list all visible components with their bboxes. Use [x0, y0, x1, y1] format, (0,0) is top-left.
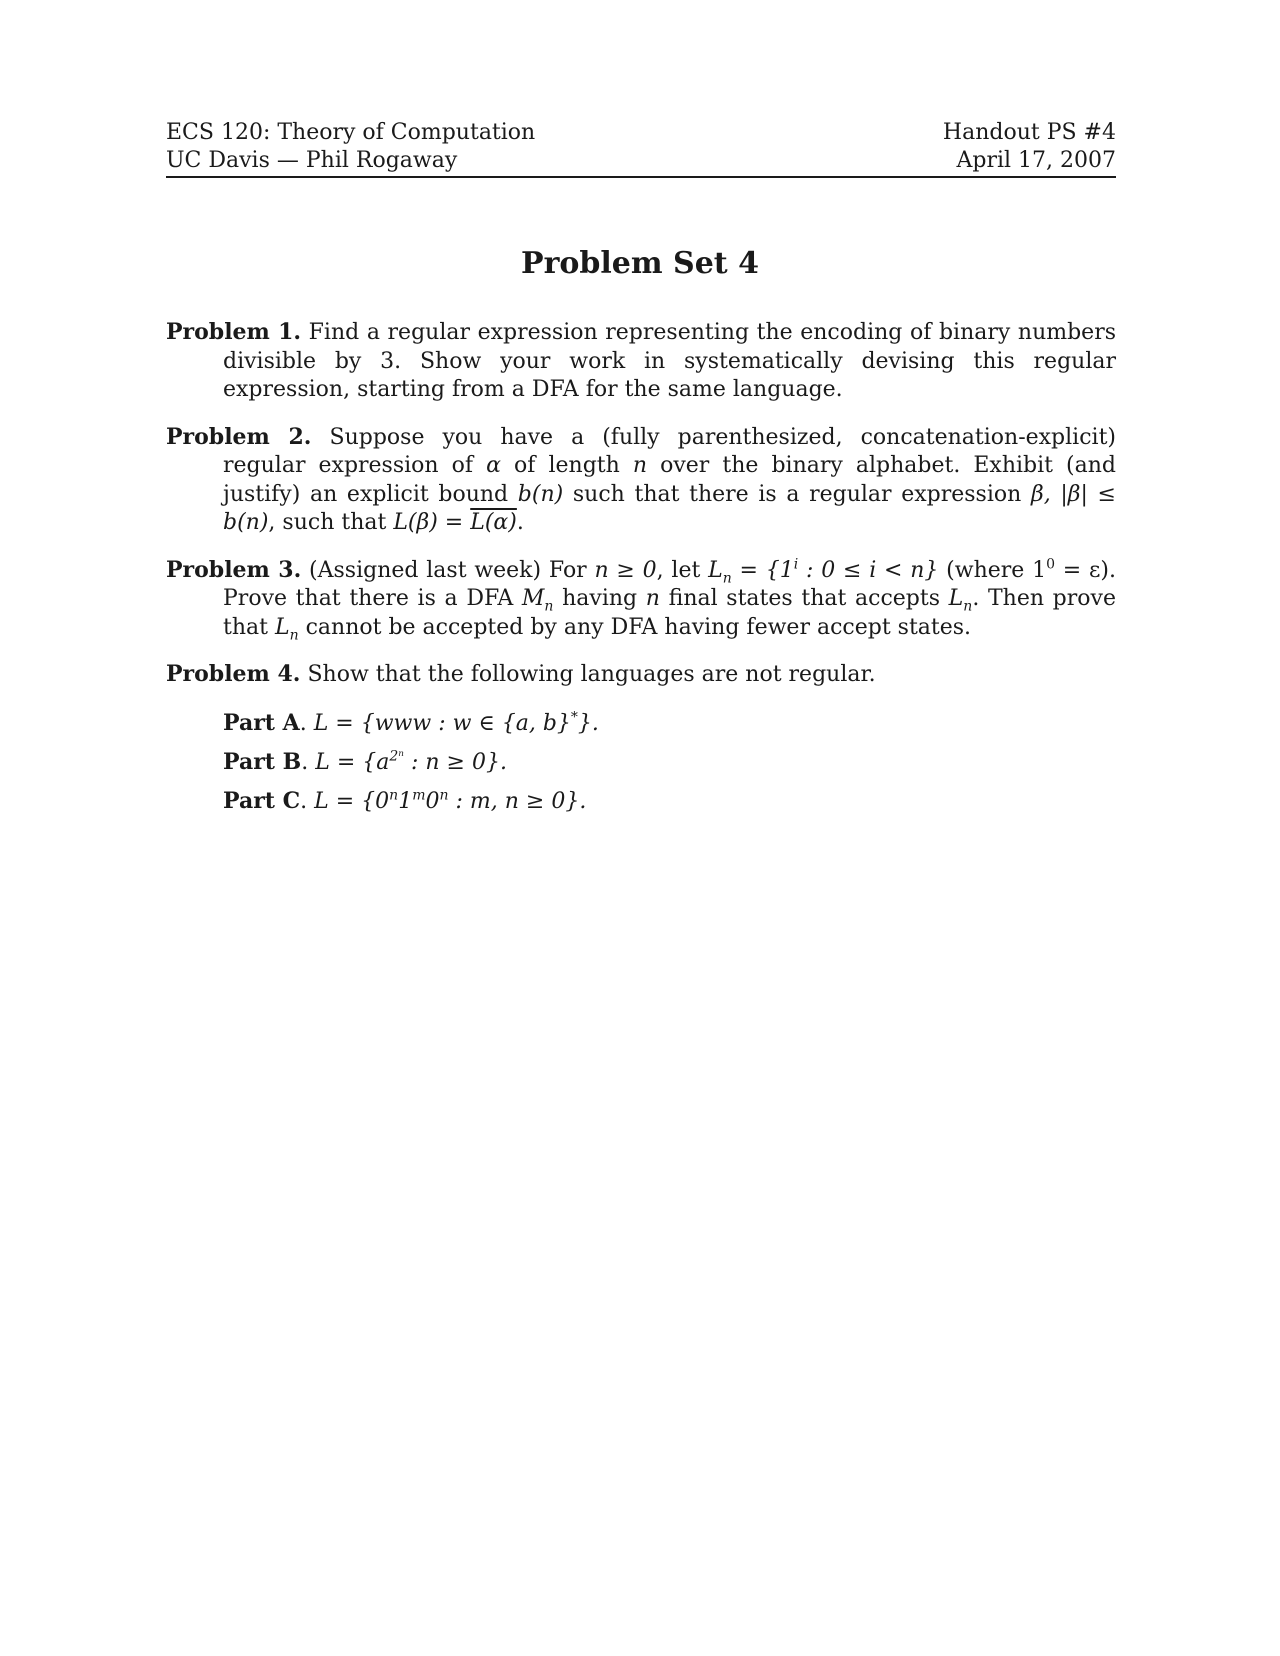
math-set: = {1	[731, 557, 794, 583]
problem-text: such that there is a regular expression	[563, 481, 1031, 507]
part-expr: L = {0	[314, 788, 390, 814]
part-dot: .	[299, 710, 307, 736]
part-label: Part B	[223, 748, 302, 775]
problem-4	[166, 660, 1116, 690]
part-expr: 1	[398, 788, 413, 814]
math-M: M	[521, 586, 545, 611]
math-sup: n	[389, 787, 399, 804]
part-dot: .	[301, 749, 309, 775]
part-b	[223, 747, 1116, 778]
problem-text: Show that the following languages are not regular.	[307, 662, 876, 687]
math-bound: b(n)	[517, 481, 564, 507]
problem-4-parts	[166, 708, 1116, 817]
problem-2	[166, 423, 1116, 538]
part-c	[223, 786, 1116, 817]
part-expr: L = {www : w ∈ {a, b}	[313, 710, 571, 736]
math-sub: n	[544, 598, 554, 615]
math-set: : 0 ≤ i < n}	[798, 557, 939, 583]
problem-text: having	[553, 586, 646, 611]
problem-text: .	[516, 510, 524, 535]
problem-text: , such that	[268, 510, 394, 535]
problem-text: cannot be accepted by any DFA having fewer accept states.	[298, 614, 972, 640]
math-n: n	[645, 586, 660, 611]
problem-text: , let	[656, 557, 709, 583]
part-expr: }.	[577, 710, 599, 736]
handout-number: Handout PS #4	[942, 120, 1116, 145]
problem-label: Problem 4.	[166, 661, 301, 687]
math-L: L	[708, 557, 723, 583]
part-expr: 0	[425, 788, 440, 814]
math-n: n	[632, 453, 648, 478]
math-sub: n	[963, 598, 973, 615]
part-expr: : m, n ≥ 0}.	[448, 788, 587, 814]
part-expr: : n ≥ 0}.	[403, 749, 507, 775]
problem-list	[166, 318, 1116, 825]
problem-text: over the binary alphabet. Exhibit (and justify) an explicit bound	[223, 453, 1117, 507]
math-L: L	[948, 586, 964, 611]
problem-text: Find a regular expression representing the encoding of binary numbers divisible by 3. Show your work in systematically devising this regular expression, starting from a DFA for the same language.	[223, 320, 1117, 402]
math-sub: n	[722, 569, 732, 586]
school-author: UC Davis — Phil Rogaway	[166, 148, 458, 173]
math-beta-cond: β, |β| ≤ b(n)	[223, 481, 1116, 535]
page-title: Problem Set 4	[521, 246, 759, 281]
problem-text: of length	[500, 453, 633, 478]
problem-text: (Assigned last week) For	[309, 557, 595, 583]
problem-text: Suppose you have a (fully parenthesized, concatenation-explicit) regular expression of	[223, 424, 1116, 478]
handout-date: April 17, 2007	[956, 148, 1116, 173]
problem-label: Problem 1.	[166, 319, 302, 345]
math-complement: L(α)	[470, 510, 517, 535]
part-dot: .	[300, 788, 308, 814]
header-right	[943, 119, 1116, 175]
math-sup: 0	[1046, 556, 1056, 573]
header-left	[166, 119, 535, 175]
problem-text: final states that accepts	[659, 586, 949, 611]
part-expr: L = {a	[315, 749, 390, 775]
problem-label: Problem 3.	[166, 556, 302, 583]
math-sup: n	[439, 787, 449, 804]
math-cond: n ≥ 0	[594, 557, 657, 583]
math-lhs: L(β) =	[393, 510, 471, 535]
problem-label: Problem 2.	[166, 423, 312, 450]
problem-text: . Then prove that	[223, 586, 1116, 640]
part-a	[223, 708, 1116, 739]
math-sub: n	[289, 626, 299, 643]
math-alpha: α	[486, 453, 501, 478]
math-sup: i	[793, 556, 799, 573]
problem-text: (where 1	[938, 557, 1047, 583]
header-rule	[166, 176, 1116, 178]
problem-1	[166, 318, 1116, 405]
problem-3	[166, 556, 1116, 643]
part-label: Part A	[223, 709, 300, 736]
problem-text: = ε). Prove that there is a DFA	[223, 557, 1116, 611]
part-label: Part C	[223, 787, 301, 814]
math-sup: m	[412, 787, 426, 804]
math-L: L	[274, 614, 290, 640]
math-sup: *	[570, 709, 578, 726]
course-title: ECS 120: Theory of Computation	[166, 120, 536, 145]
math-sup: 2ⁿ	[389, 748, 404, 765]
